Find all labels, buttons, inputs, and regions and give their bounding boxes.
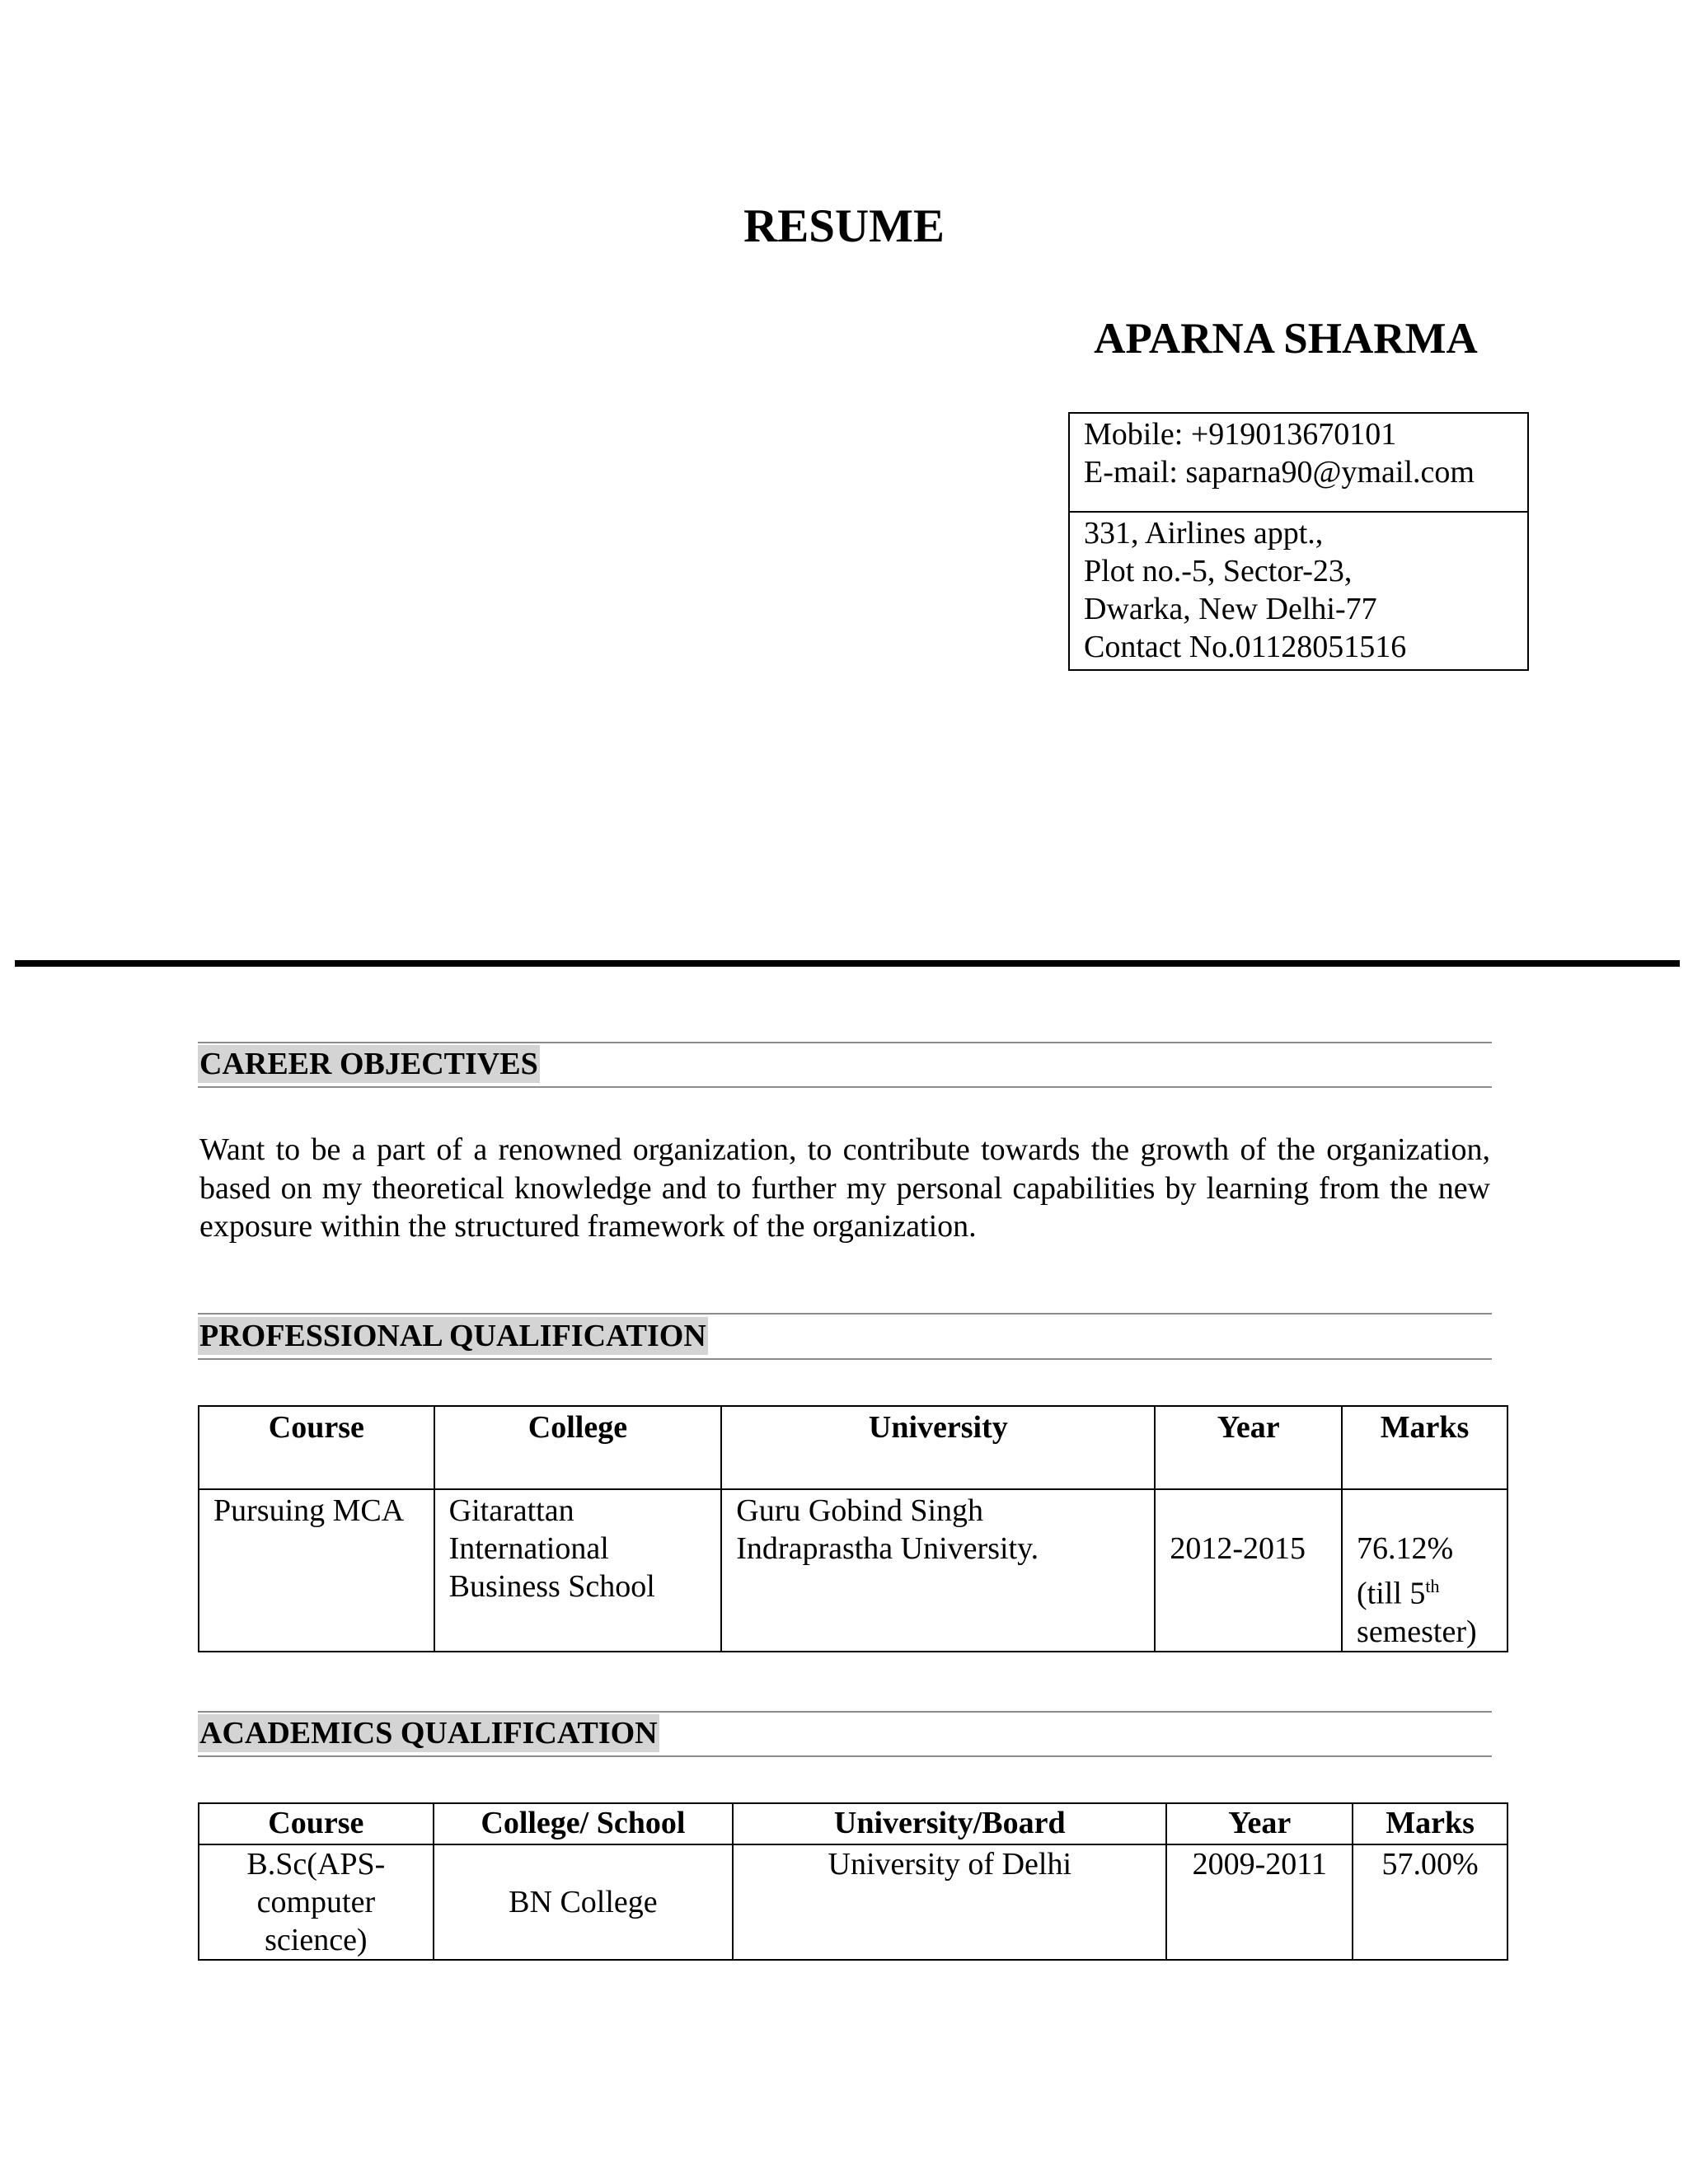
section-rule <box>198 1358 1492 1360</box>
professional-qualification-heading: PROFESSIONAL QUALIFICATION <box>199 1319 706 1353</box>
course-cell <box>199 1489 434 1652</box>
column-header: Year <box>1155 1406 1342 1489</box>
address-line: Dwarka, New Delhi-77 <box>1084 592 1377 626</box>
course-line: computer <box>256 1885 376 1919</box>
academics-qualification-table <box>198 1802 1508 1961</box>
marks-note: (till 5th <box>1357 1576 1440 1611</box>
column-header: Course <box>199 1406 434 1489</box>
contact-address <box>1070 513 1527 666</box>
university-cell <box>733 1844 1166 1960</box>
university-text: University of Delhi <box>828 1847 1072 1882</box>
header-divider <box>15 960 1680 967</box>
table-header-row <box>199 1803 1507 1844</box>
course-line: B.Sc(APS- <box>246 1847 386 1882</box>
university-cell <box>721 1489 1155 1652</box>
college-cell <box>434 1489 722 1652</box>
candidate-name: APARNA SHARMA <box>1094 315 1478 363</box>
contact-number: Contact No.01128051516 <box>1084 630 1407 664</box>
college-text: BN College <box>509 1885 658 1919</box>
college-line: Gitarattan <box>448 1493 574 1528</box>
column-header: Year <box>1166 1803 1353 1844</box>
career-objectives-heading: CAREER OBJECTIVES <box>199 1047 538 1081</box>
mobile-number: Mobile: +919013670101 <box>1084 417 1397 452</box>
column-header: University/Board <box>733 1803 1166 1844</box>
address-line: 331, Airlines appt., <box>1084 516 1324 551</box>
column-header: Marks <box>1353 1803 1507 1844</box>
marks-cell <box>1353 1844 1507 1960</box>
marks-value: 76.12% <box>1357 1531 1454 1566</box>
college-line: International <box>448 1531 609 1566</box>
resume-title: RESUME <box>743 200 945 252</box>
college-cell <box>434 1844 733 1960</box>
course-cell <box>199 1844 434 1960</box>
column-header: College <box>434 1406 722 1489</box>
year-text: 2012-2015 <box>1170 1531 1306 1566</box>
marks-cell <box>1342 1489 1507 1652</box>
college-line: Business School <box>448 1569 655 1604</box>
address-line: Plot no.-5, Sector-23, <box>1084 554 1353 588</box>
marks-text: 57.00% <box>1381 1847 1479 1882</box>
column-header: College/ School <box>434 1803 733 1844</box>
column-header: University <box>721 1406 1155 1489</box>
section-rule <box>198 1755 1492 1757</box>
section-rule <box>198 1042 1492 1043</box>
table-row <box>199 1489 1507 1652</box>
contact-primary <box>1070 414 1527 513</box>
marks-note: semester) <box>1357 1614 1477 1649</box>
table-row <box>199 1844 1507 1960</box>
university-line: Guru Gobind Singh <box>736 1493 984 1528</box>
year-cell <box>1166 1844 1353 1960</box>
course-text: Pursuing MCA <box>213 1493 405 1528</box>
section-rule <box>198 1313 1492 1315</box>
column-header: Marks <box>1342 1406 1507 1489</box>
contact-box <box>1068 412 1529 671</box>
academics-qualification-heading: ACADEMICS QUALIFICATION <box>199 1716 658 1750</box>
table-header-row <box>199 1406 1507 1489</box>
section-rule <box>198 1086 1492 1088</box>
career-objective-text: Want to be a part of a renowned organization, to contribute towards the growth of the organization, based on my theoretical knowledge and to further my personal capabilities by learning from the new exposure within the structured framework of the organization. <box>199 1132 1490 1244</box>
email-address: E-mail: saparna90@ymail.com <box>1084 455 1475 490</box>
column-header: Course <box>199 1803 434 1844</box>
year-text: 2009-2011 <box>1192 1847 1327 1882</box>
university-line: Indraprastha University. <box>736 1531 1039 1566</box>
course-line: science) <box>265 1923 368 1957</box>
section-rule <box>198 1711 1492 1713</box>
professional-qualification-table <box>198 1405 1508 1652</box>
year-cell <box>1155 1489 1342 1652</box>
